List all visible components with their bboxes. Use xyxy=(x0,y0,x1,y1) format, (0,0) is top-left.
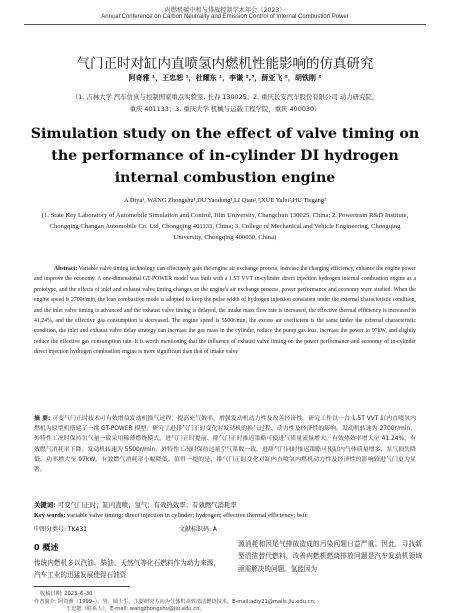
authors-cn: 阿奇雅 ¹，王忠恕 ¹，杜耀东 ¹，李谦 ²,³，薛亚飞 ²，胡铁刚 ² xyxy=(128,74,322,82)
paper-title-en: Simulation study on the effect of valve timing on the performance of in-cylinder DI hydrogen internal combustion engine xyxy=(30,126,420,186)
affiliation-en: (1. State Key Laboratory of Automobile Simulation and Control, Jilin University, Changchun 130025, China; 2. Powertrain R&D Institute, Chongqing Changan Automobile Co. Ltd, Chongqing 401133, China; 3. College of Mechanical and Vehicle Engineering, Chongqing University, Chongqing 400030, China) xyxy=(41,212,409,241)
section-heading: 0 概述 xyxy=(34,543,59,552)
authors-en: A Diya¹, WANG Zhongshu¹,DU Yaodong¹,LI Qian²,³,XUE Yafei²,HU Tiegang² xyxy=(124,197,326,204)
intro-left-column: 传统内燃机多以汽油、柴油、天然气等化石燃料作为动力来源，汽车工业的迅猛发展使得石油资 xyxy=(34,559,220,580)
footnote-contact: 王忠恕（联系人），E-mail: wangzhongshu@jlu.edu.cn。 xyxy=(66,606,205,612)
classification-row xyxy=(34,524,416,533)
keywords-en-label: Key words: xyxy=(34,512,66,519)
keywords-en xyxy=(34,512,416,519)
paper-title-cn: 气门正时对缸内直喷氢内燃机性能影响的仿真研究 xyxy=(76,56,374,72)
abstract-en-text: Variable valve timing technology can effectively gain the engine air exchange process, increase the charging efficiency, enhance the engine power and improve the economy. A one-dimensional GT-POWER model was built with a 1.5T VVT in-cylinder direct injection hydrogen internal combustion engine as a prototype, and the effects of inlet and exhaust valve timing changes on the engine's air exchange process, power performance and economy were studied. When the engine speed is 2700r/min, the lean combustion mode is adopted to keep the pulse width of hydrogen injection consistent under the external characteristic condition, and the inlet valve timing is advanced and the exhaust valve timing is delayed, the intake mass flow rate is increased, the effective thermal efficiency is increased to 41.24%, and the effective gas consumption is decreased. The engine speed is 5500r/min, the excess air coefficient is the same under the external characteristic condition, the inlet and exhaust valve delay strategy can increase the gas mass in the cylinder, reduce the pump gas loss, increase the power to 97kW, and slightly reduce the effective gas consumption rate. It is worth mentioning that the influence of exhaust valve timing on the power performance and economy of in-cylinder direct injection hydrogen combustion engine is more significant than that of intake valve xyxy=(34,266,416,356)
conference-header-cn: 内燃机碳中和与排放控制学术年会（2023） xyxy=(164,7,286,14)
conference-header-en: Annual Conference on Carbon Neutrality and Emission Control of Internal Combustion Power xyxy=(101,14,349,20)
keywords-en-text: variable valve timing; direct injection in cylinder; hydrogen; effective thermal efficiency; bsfc xyxy=(67,512,308,519)
keywords-cn-label: 关键词: xyxy=(34,501,56,509)
abstract-en-label: Abstract: xyxy=(54,266,78,272)
abstract-cn-label: 摘 要: xyxy=(34,416,51,422)
footnote-received-date: 收稿日期: 2023–6–30 xyxy=(40,591,93,597)
keywords-cn xyxy=(34,500,416,509)
affiliation-cn xyxy=(22,91,428,115)
keywords-cn-text: 可变气门正时；缸内直喷；氢气；有效热效率；有效燃气消耗率 xyxy=(57,501,237,509)
affiliation-cn-line1: （1. 吉林大学 汽车仿真与控制国家重点实验室, 长春 130025；2. 重庆长安汽车股份有限公司 动力研究院， xyxy=(71,93,379,101)
footnote-divider xyxy=(34,586,130,587)
clc-number: 中图分类号: TK431 xyxy=(34,526,87,533)
abstract-en xyxy=(34,264,416,358)
affiliation-cn-line2: 重庆 401133；3. 重庆大学 机械与运载工程学院，重庆 400030） xyxy=(129,105,321,113)
intro-right-column: 源消耗和因尾气排放造成的污染问题日益严重。因此，寻找新型清洁替代燃料，改善内燃机燃烧排放问题是汽车发动机领域亟需解决的问题。氢能因为 xyxy=(238,540,422,573)
document-code: 文献标识码: A xyxy=(179,526,218,533)
abstract-cn xyxy=(34,414,416,475)
abstract-cn-text: 可变气门正时技术可有效增益发动机换气过程，提高充气效率，增强发动机动力性及改善经济性。研究工作以一台 1.5T VVT 缸内直喷氢内燃机为原型机搭建了一维 GT-POWER 模型，研究了进排气门正时变化对发动机的换气过程、动力性及经济性的影响。发动机转速为 2700r/min，外特性工况时保持氢气量一致采用稀薄燃烧模式，进气门正时提前、排气门正时推迟策略可使进气质量流量增大，有效热效率增大至 41.24%，有效燃气消耗率下降。发动机转速为 5500r/min，外特性工况时保持过量空气系数一致，进排气门同时推迟策略可使缸内气体质量增多，泵气损失降低，功率增大至 97kW，有效燃气消耗率小幅降低。值得一提的是，排气门正时变化对缸内直喷氢内燃机动力性及经济性的影响较进气门更为显著。 xyxy=(34,416,416,474)
footnote-author-info: 作者简介: 阿奇雅（1999–），男，硕士生，主要研究方向为气体机高效清洁燃烧技术。E-mail:adiy21@mails.jlu.edu.cn; xyxy=(34,599,316,605)
header-divider xyxy=(24,24,426,25)
